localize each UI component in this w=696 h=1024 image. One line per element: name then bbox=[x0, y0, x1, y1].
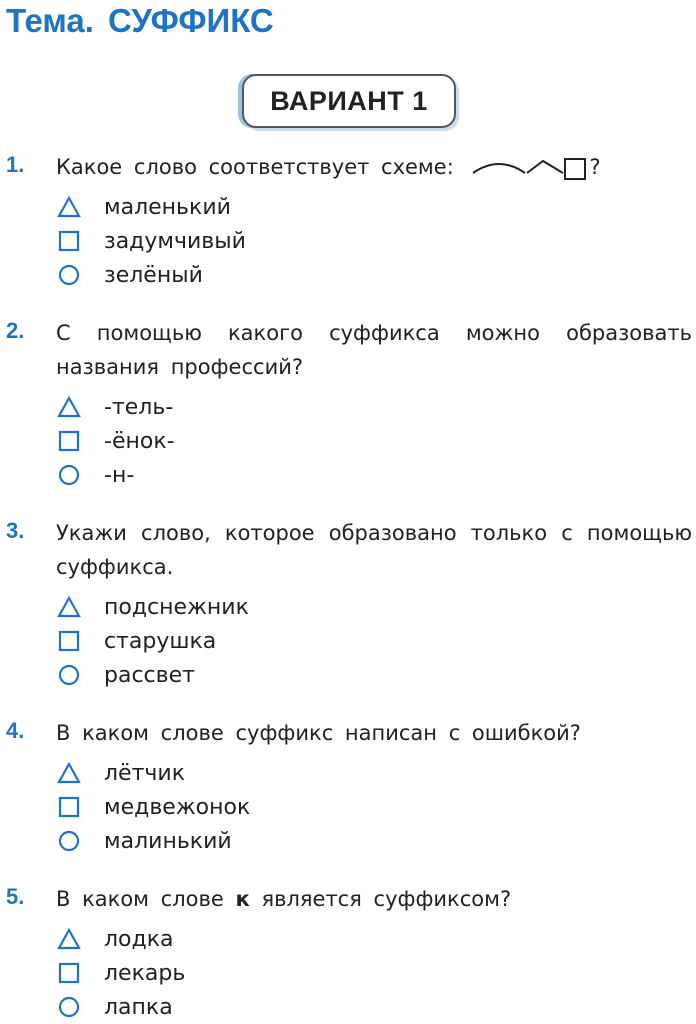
option-label: лётчик bbox=[104, 760, 185, 786]
option-label: -ёнок- bbox=[104, 428, 175, 454]
square-icon bbox=[56, 628, 82, 654]
question-text-bold: к bbox=[235, 887, 250, 911]
options-list bbox=[56, 390, 175, 492]
circle-icon bbox=[56, 994, 82, 1020]
option-item[interactable] bbox=[56, 458, 175, 492]
option-item[interactable] bbox=[56, 658, 249, 692]
question-text: Укажи слово, которое образовано только с помощью суффикса. bbox=[56, 521, 692, 579]
option-item[interactable] bbox=[56, 922, 185, 956]
option-item[interactable] bbox=[56, 224, 246, 258]
square-icon bbox=[56, 960, 82, 986]
title-prefix: Тема. bbox=[6, 2, 94, 39]
option-label: малинький bbox=[104, 828, 232, 854]
square-icon bbox=[56, 228, 82, 254]
option-item[interactable] bbox=[56, 956, 185, 990]
circle-icon bbox=[56, 262, 82, 288]
option-label: лапка bbox=[104, 994, 173, 1020]
variant-badge: ВАРИАНТ 1 bbox=[242, 74, 456, 128]
word-scheme-icon bbox=[471, 153, 589, 183]
question-text-after: ? bbox=[589, 155, 601, 179]
options-list bbox=[56, 756, 250, 858]
option-item[interactable] bbox=[56, 390, 175, 424]
page-title bbox=[6, 2, 274, 40]
triangle-icon bbox=[56, 926, 82, 952]
option-label: маленький bbox=[104, 194, 231, 220]
question-text-before: В каком слове bbox=[56, 887, 224, 911]
triangle-icon bbox=[56, 760, 82, 786]
square-icon bbox=[56, 794, 82, 820]
question-text-after: является суффиксом? bbox=[261, 887, 512, 911]
question-text bbox=[56, 150, 692, 184]
option-label: лодка bbox=[104, 926, 174, 952]
option-item[interactable] bbox=[56, 990, 185, 1024]
question-number: 4. bbox=[6, 718, 25, 743]
option-item[interactable] bbox=[56, 190, 246, 224]
question-number: 1. bbox=[6, 152, 25, 177]
option-label: лекарь bbox=[104, 960, 186, 986]
option-label: зелёный bbox=[104, 262, 203, 288]
question-text: С помощью какого суффикса можно образовать названия профессий? bbox=[56, 321, 692, 379]
question-text bbox=[56, 882, 692, 916]
option-item[interactable] bbox=[56, 756, 250, 790]
option-label: подснежник bbox=[104, 594, 249, 620]
option-label: -тель- bbox=[104, 394, 174, 420]
option-item[interactable] bbox=[56, 590, 249, 624]
options-list bbox=[56, 590, 249, 692]
options-list bbox=[56, 190, 246, 292]
option-item[interactable] bbox=[56, 258, 246, 292]
circle-icon bbox=[56, 662, 82, 688]
option-item[interactable] bbox=[56, 424, 175, 458]
triangle-icon bbox=[56, 594, 82, 620]
circle-icon bbox=[56, 462, 82, 488]
option-item[interactable] bbox=[56, 824, 250, 858]
square-icon bbox=[56, 428, 82, 454]
triangle-icon bbox=[56, 194, 82, 220]
question-text-before: Какое слово соответствует схеме: bbox=[56, 155, 454, 179]
question-number: 5. bbox=[6, 884, 25, 909]
question-number: 3. bbox=[6, 518, 25, 543]
option-label: -н- bbox=[104, 462, 135, 488]
option-label: старушка bbox=[104, 628, 217, 654]
option-item[interactable] bbox=[56, 790, 250, 824]
triangle-icon bbox=[56, 394, 82, 420]
option-label: рассвет bbox=[104, 662, 195, 688]
question-number: 2. bbox=[6, 318, 25, 343]
title-topic: СУФФИКС bbox=[107, 2, 274, 39]
option-label: медвежонок bbox=[104, 794, 251, 820]
question-text: В каком слове суффикс написан с ошибкой? bbox=[56, 721, 581, 745]
circle-icon bbox=[56, 828, 82, 854]
options-list bbox=[56, 922, 185, 1024]
option-item[interactable] bbox=[56, 624, 249, 658]
option-label: задумчивый bbox=[104, 228, 246, 254]
